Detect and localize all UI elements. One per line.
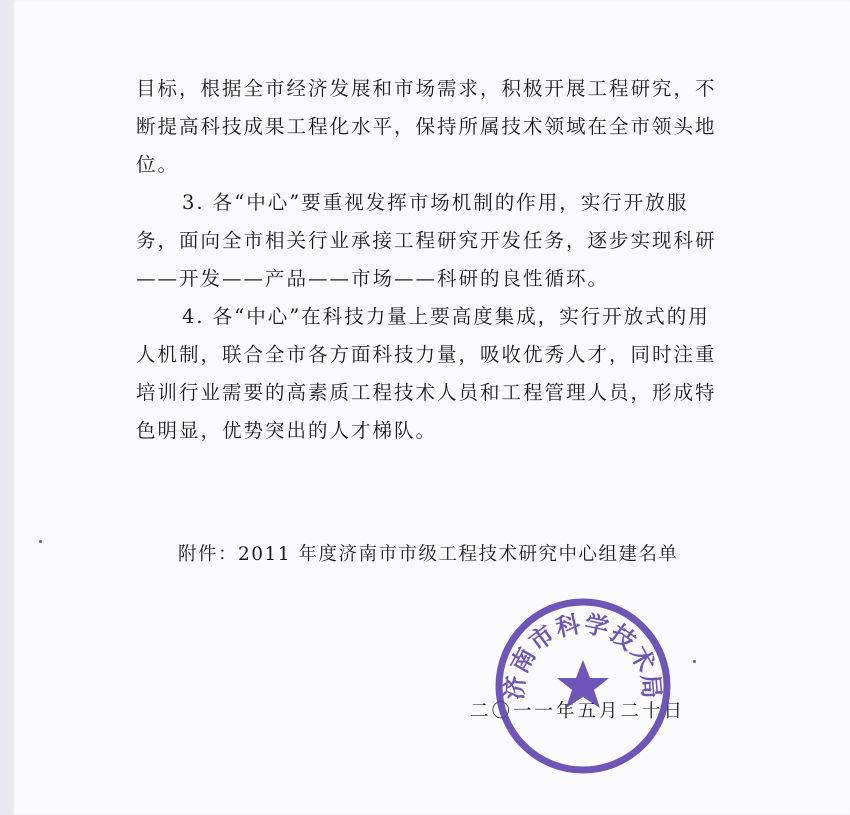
paragraph-line: 目标，根据全市经济发展和市场需求，积极开展工程研究，不 — [136, 77, 717, 100]
body-text — [136, 70, 756, 450]
paragraph-line: 务，面向全市相关行业承接工程研究开发任务，逐步实现科研 — [136, 229, 717, 252]
paragraph-line: 位。 — [136, 153, 180, 176]
document-page — [12, 0, 850, 815]
seal-text: 济南市科学技术局 — [500, 609, 666, 701]
paragraph-line: 4. 各“中心”在科技力量上要高度集成，实行开放式的用 — [182, 305, 710, 328]
official-seal-icon — [493, 596, 673, 776]
speck — [693, 660, 696, 663]
signature-date: 二〇一一年五月二十日 — [470, 701, 686, 722]
speck — [39, 540, 42, 543]
attachment-line: 附件：2011 年度济南市市级工程技术研究中心组建名单 — [178, 544, 679, 565]
paragraph-line: 培训行业需要的高素质工程技术人员和工程管理人员，形成特 — [136, 381, 717, 404]
paragraph-line: 断提高科技成果工程化水平，保持所属技术领域在全市领头地 — [136, 115, 717, 138]
paragraph-line: 3. 各“中心”要重视发挥市场机制的作用，实行开放服 — [182, 191, 689, 214]
paragraph-line: ——开发——产品——市场——科研的良性循环。 — [136, 267, 610, 290]
paragraph-line: 色明显，优势突出的人才梯队。 — [136, 419, 438, 442]
seal-star — [557, 660, 609, 708]
paragraph-line: 人机制，联合全市各方面科技力量，吸收优秀人才，同时注重 — [136, 343, 717, 366]
